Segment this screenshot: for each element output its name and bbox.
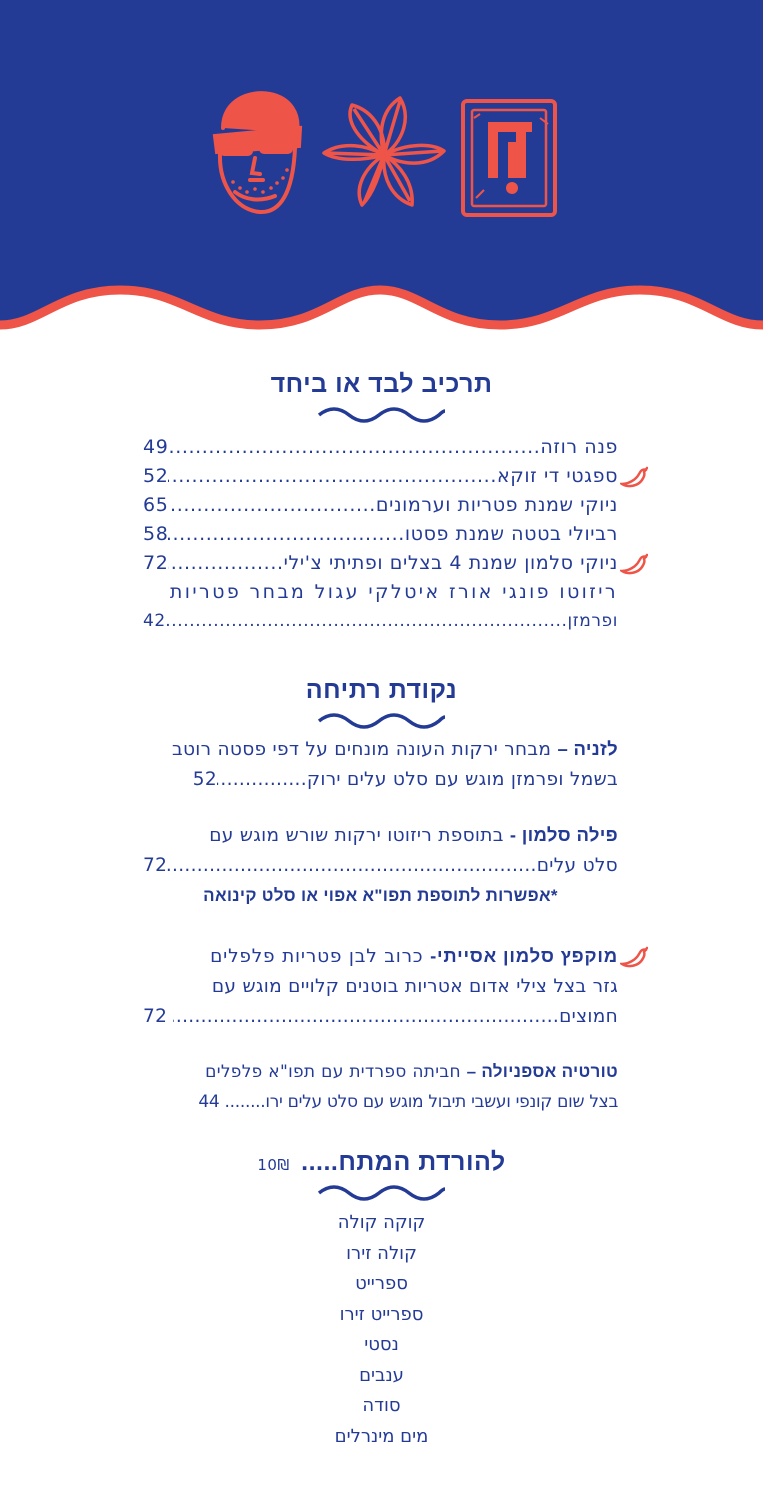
- dish-description: מבחר ירקות העונה מונחים על דפי פסטה רוטב: [171, 739, 558, 760]
- menu-item-risotto-cont: [143, 607, 618, 636]
- dish-description: גזר בצל צילי אדום אטריות בוטנים קלויים מוגש עם: [211, 976, 618, 997]
- menu-item: [143, 491, 618, 520]
- dish-name: פילה סלמון -: [509, 824, 618, 845]
- dish-description: כרוב לבן פטריות פלפלים: [210, 946, 431, 967]
- dish-description: בשמל ופרמזן מוגש עם סלט עלים ירוק: [306, 769, 618, 790]
- drink-item: ענבים: [359, 1364, 404, 1386]
- basil-leaves-icon: [322, 93, 447, 213]
- dot-leader: [168, 462, 497, 491]
- pepper-icon: [620, 946, 648, 968]
- wave-divider: [317, 1185, 447, 1201]
- menu-item-price: 72: [143, 552, 169, 574]
- drink-item: ספרייט: [355, 1273, 408, 1294]
- menu-item-price: 65: [143, 494, 169, 516]
- menu-item: [143, 520, 618, 549]
- drink-item: מים מינרלים: [334, 1425, 429, 1447]
- pepper-icon: [620, 553, 648, 575]
- dish-price: 44: [198, 1092, 220, 1112]
- menu-item: [143, 433, 618, 462]
- dish-price: 72: [143, 855, 168, 876]
- section-starters: [0, 676, 763, 729]
- drink-item: סודה: [362, 1395, 401, 1416]
- menu-item-price: 52: [143, 465, 169, 487]
- menu-item-name: רביולי בטטה שמנת פסטו: [404, 523, 618, 545]
- drinks-price: 10₪: [257, 1156, 290, 1174]
- dot-leader: [217, 765, 307, 795]
- dish-price: 72: [143, 1006, 168, 1027]
- dish-description: סלט עלים: [536, 855, 618, 876]
- dish-salmon-stirfry: [143, 941, 618, 1032]
- dish-description: בצל שום קונפי ועשבי תיבול מוגש עם סלט עלים ירו........: [224, 1092, 618, 1112]
- dish-name: לזניה –: [557, 738, 618, 759]
- section-components: [0, 370, 763, 423]
- dish-description: בתוספת ריזוטו ירקות שורש מוגש עם: [209, 825, 510, 846]
- drinks-title-text: להורדת המתח.....: [301, 1148, 506, 1176]
- menu-item-risotto: [143, 578, 618, 607]
- menu-item-name: ריזוטו פונגי אורז איטלקי עגול מבחר פטריות: [169, 581, 618, 603]
- section-drinks: [0, 1148, 763, 1201]
- menu-item-price: 58: [143, 523, 169, 545]
- wave-divider: [317, 407, 447, 423]
- dish-lasagna: [143, 734, 618, 795]
- drink-item: נסטי: [364, 1334, 399, 1355]
- drinks-list: [0, 1208, 763, 1452]
- drink-item: קולה זירו: [346, 1242, 417, 1264]
- menu-item-name: פנה רוזה: [540, 436, 618, 458]
- dot-leader: [168, 549, 283, 578]
- section-title: נקודת רתיחה: [305, 676, 458, 704]
- drink-item: קוקה קולה: [337, 1212, 426, 1233]
- components-list: [143, 433, 618, 636]
- menu-item-name: ופרמזן: [567, 611, 618, 631]
- dish-description: חמוצים: [559, 1006, 618, 1027]
- dot-leader: [166, 607, 568, 636]
- pepper-icon: [620, 466, 648, 488]
- hebrew-letter-frame-icon: [460, 98, 558, 218]
- menu-item: [143, 549, 618, 578]
- dot-leader: [168, 433, 540, 462]
- dish-description: חביתה ספרדית עם תפו"א פלפלים: [205, 1062, 467, 1082]
- dish-name: מוקפץ סלמון אסייתי-: [430, 945, 618, 966]
- logo-group: [0, 88, 763, 228]
- face-icon: [205, 88, 305, 218]
- menu-item-name: ניוקי סלמון שמנת 4 בצלים ופתיתי צ'ילי: [283, 552, 618, 574]
- dot-leader: [168, 520, 405, 549]
- menu-item-price: 49: [143, 436, 169, 458]
- menu-item-name: ניוקי שמנת פטריות וערמונים: [375, 494, 618, 516]
- dish-salmon-fillet: [143, 820, 618, 911]
- dot-leader: [168, 491, 376, 520]
- drink-item: ספרייט זירו: [339, 1303, 424, 1325]
- dot-leader: [167, 851, 537, 881]
- menu-item-name: ספגטי די זוקא: [496, 465, 618, 487]
- starters-list: [143, 734, 618, 1117]
- section-title: [0, 1148, 763, 1177]
- wave-divider: [317, 713, 447, 729]
- dish-name: טורטיה אספניולה –: [466, 1062, 618, 1081]
- menu-item-price: 42: [143, 611, 166, 631]
- dish-note: *אפשרות לתוספת תפו"א אפוי או סלט קינואה: [203, 886, 558, 905]
- section-title: תרכיב לבד או ביחד: [270, 370, 493, 398]
- dish-tortilla: [143, 1057, 618, 1117]
- menu-item: [143, 462, 618, 491]
- dot-leader: [173, 1002, 559, 1032]
- dish-price: 52: [192, 769, 217, 790]
